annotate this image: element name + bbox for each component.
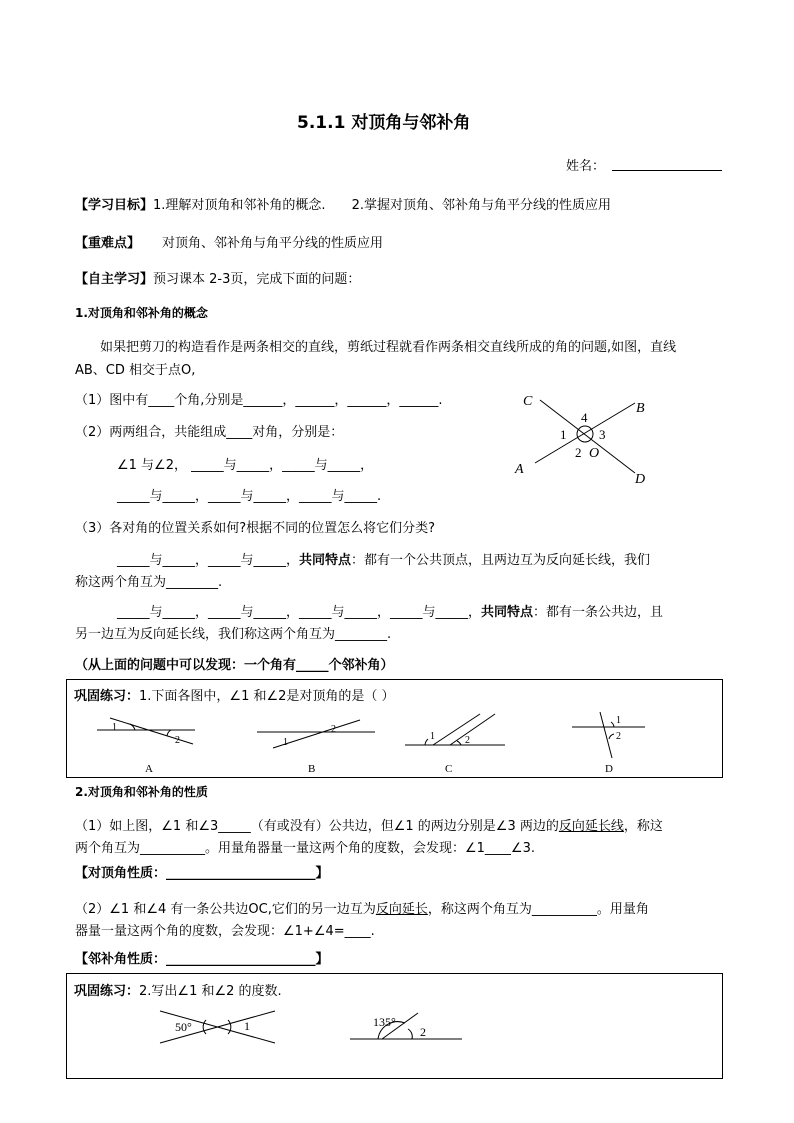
section1-heading: 1.对顶角和邻补角的概念 <box>75 306 208 320</box>
name-label: 姓名： <box>566 159 606 174</box>
key-points-text: 对顶角、邻补角与角平分线的性质应用 <box>162 236 384 251</box>
option-b-label: B <box>308 763 316 774</box>
objective-1: 1.理解对顶角和邻补角的概念. <box>153 198 326 213</box>
section2-p1-line1 <box>75 815 663 834</box>
practice1-figures <box>85 712 665 774</box>
option-d-angle-2: 2 <box>616 731 621 742</box>
label-o: O <box>589 446 600 461</box>
q3-line3-blanks: _____与_____，_____与_____，_____与_____，_____与_____， <box>117 605 481 620</box>
practice1-text: 1.下面各图中，∠1 和∠2是对顶角的是（ ） <box>139 689 395 704</box>
page-title: 5.1.1 对顶角与邻补角 <box>297 113 471 133</box>
discovery-post: ） <box>380 658 394 673</box>
section2-p2-line2: 器量一量这两个角的度数，会发现：∠1+∠4=____. <box>75 924 375 939</box>
p2-line1-a: （2）∠1 和∠4 有一条公共边OC,它们的另一边互为 <box>75 902 376 917</box>
option-d-figure[interactable] <box>572 712 645 774</box>
option-a-figure[interactable] <box>97 718 195 774</box>
supplementary-angle-property: 【邻补角性质：_______________________】 <box>75 952 329 967</box>
question-3-line3 <box>117 601 663 620</box>
objectives <box>75 194 611 213</box>
p2-line1-b: ，称这两个角互为__________。用量角 <box>427 902 649 917</box>
question-2: （2）两两组合，共能组成____对角，分别是： <box>75 425 344 440</box>
label-a: A <box>515 462 524 477</box>
self-study-label: 【自主学习】 <box>75 272 154 287</box>
q3-line3-rest: ：都有一条公共边，且 <box>533 605 664 620</box>
q3-line3-bold: 共同特点 <box>481 605 534 620</box>
p1-line1-b: ，称这 <box>623 819 663 834</box>
option-d-label: D <box>605 763 613 774</box>
option-d-arc2 <box>609 734 614 739</box>
angle-2-label: 2 <box>575 445 582 460</box>
question-3-line2: 称这两个角互为________. <box>75 575 223 590</box>
section2-heading: 2.对顶角和邻补角的性质 <box>75 785 208 799</box>
figure-b-straight-angle <box>350 1013 462 1039</box>
fig-b-arc-unknown <box>408 1029 412 1039</box>
practice1-label: 巩固练习： <box>74 689 140 704</box>
section2-p2-line1 <box>75 898 649 917</box>
key-points <box>75 232 383 251</box>
line-cd <box>540 400 635 473</box>
q3-line1-bold: 共同特点 <box>299 553 352 568</box>
objective-2: 2.掌握对顶角、邻补角与角平分线的性质应用 <box>351 198 611 213</box>
discovery-pre: （从上面的问题中可以发现： <box>75 658 245 673</box>
fig-b-unknown-angle: 2 <box>420 1025 426 1039</box>
p2-line1-underlined: 反向延长 <box>375 902 428 917</box>
intersecting-lines-figure <box>505 385 670 485</box>
name-field[interactable] <box>612 170 722 171</box>
option-a-label: A <box>145 763 153 774</box>
objectives-label: 【学习目标】 <box>75 198 154 213</box>
option-a-arc2 <box>167 730 171 736</box>
angle-4-label: 4 <box>581 410 588 425</box>
q3-line1-rest: ：都有一个公共顶点，且两边互为反向延长线，我们 <box>351 553 651 568</box>
practice2-label: 巩固练习： <box>74 984 140 999</box>
fig-a-arc-right <box>228 1020 231 1034</box>
option-b-angle-1: 1 <box>283 737 288 748</box>
discovery-bold: 一个角有_____个邻补角 <box>244 658 381 673</box>
discovery <box>75 654 394 673</box>
option-c-angle-1: 1 <box>430 731 435 742</box>
practice2-text: 2.写出∠1 和∠2 的度数. <box>139 984 282 999</box>
question-3-line1 <box>117 549 650 568</box>
option-d-arc1 <box>611 722 614 727</box>
p1-line1-underlined: 反向延长线 <box>558 819 624 834</box>
question-3-line4: 另一边互为反向延长线，我们称这两个角互为________. <box>75 627 392 642</box>
option-b-figure[interactable] <box>257 720 375 774</box>
key-points-label: 【重难点】 <box>75 236 141 251</box>
option-d-line2 <box>600 712 612 758</box>
vertical-angle-property: 【对顶角性质：_______________________】 <box>75 866 329 881</box>
label-c: C <box>523 394 533 409</box>
option-a-angle-2: 2 <box>175 735 180 746</box>
question-3: （3）各对角的位置关系如何?根据不同的位置怎么将它们分类? <box>75 521 436 536</box>
self-study-text: 预习课本 2-3页，完成下面的问题： <box>153 272 361 287</box>
option-a-angle-1: 1 <box>112 722 117 733</box>
practice2-question <box>74 980 282 999</box>
p1-line1-a: （1）如上图，∠1 和∠3_____（有或没有）公共边，但∠1 的两边分别是∠3 两边的 <box>75 819 559 834</box>
angle-3-label: 3 <box>599 427 606 442</box>
option-c-label: C <box>445 763 453 774</box>
section2-p1-line2: 两个角互为__________。用量角器量一量这两个角的度数，会发现：∠1____∠3. <box>75 841 535 856</box>
label-d: D <box>635 472 646 485</box>
self-study <box>75 268 360 287</box>
figure-a-crossing-lines <box>160 1011 275 1043</box>
option-b-angle-2: 2 <box>331 724 336 735</box>
fig-a-arc-left <box>203 1020 206 1034</box>
question-1: （1）图中有____个角,分别是______，______，______，______. <box>75 393 443 408</box>
question-2-row1: ∠1 与∠2， _____与_____，_____与_____， <box>117 458 374 473</box>
option-c-figure[interactable] <box>405 714 505 774</box>
question-2-row2: _____与_____，_____与_____，_____与_____. <box>117 489 382 504</box>
option-d-angle-1: 1 <box>616 715 621 726</box>
section1-intro-line1: 如果把剪刀的构造看作是两条相交的直线，剪纸过程就看作两条相交直线所成的角的问题,如图，直线 <box>100 340 677 355</box>
option-c-arc2 <box>457 741 461 745</box>
practice2-figures <box>150 1005 480 1050</box>
option-a-line2 <box>110 718 193 744</box>
section1-intro-line2: AB、CD 相交于点O, <box>75 363 196 378</box>
option-c-angle-2: 2 <box>465 735 470 746</box>
angle-1-label: 1 <box>560 427 567 442</box>
fig-a-given-angle: 50° <box>175 1020 192 1034</box>
label-b: B <box>636 401 645 416</box>
fig-b-given-angle: 135° <box>373 1015 396 1029</box>
option-c-arc1 <box>425 739 428 745</box>
fig-a-unknown-angle: 1 <box>244 1019 250 1033</box>
practice1-question <box>74 685 395 704</box>
q3-line1-blanks: _____与_____，_____与_____， <box>117 553 300 568</box>
